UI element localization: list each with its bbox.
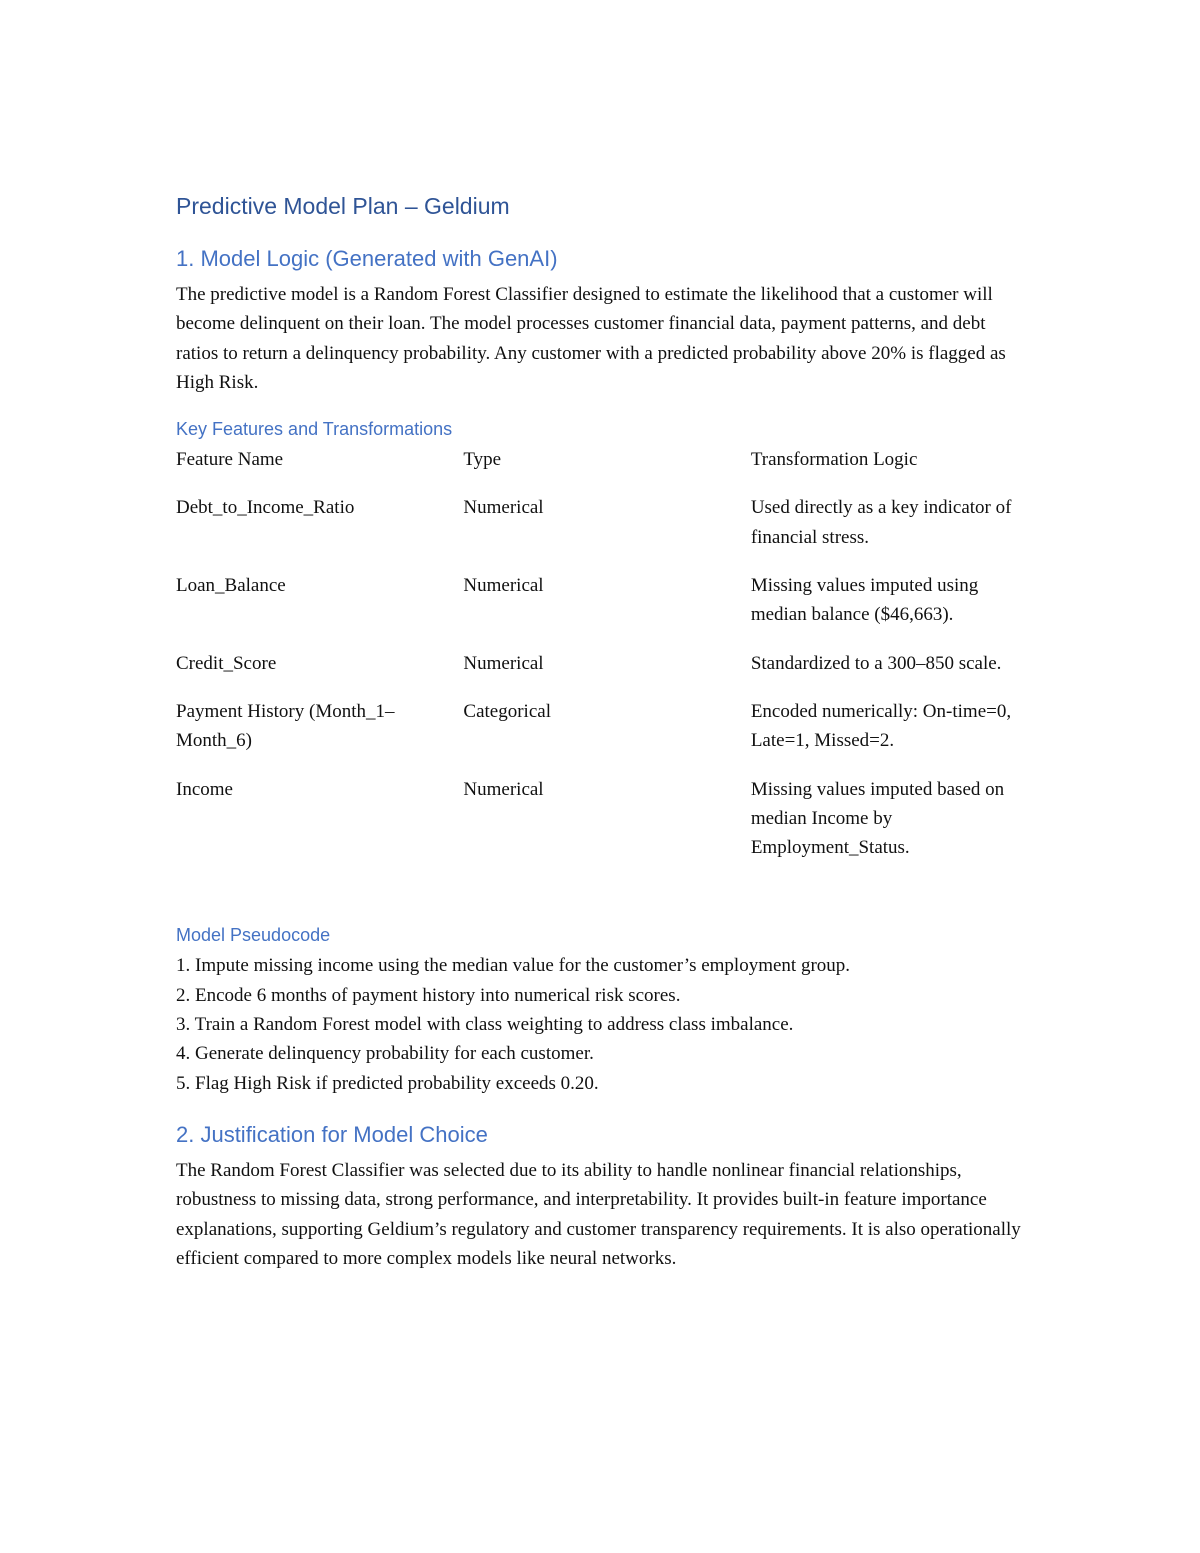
list-item: 1. Impute missing income using the median value for the customer’s employment group.	[176, 955, 851, 977]
table-row	[176, 571, 1026, 649]
table-header-row	[176, 445, 1026, 493]
transformation-logic-cell: Encoded numerically: On-time=0, Late=1, Missed=2.	[750, 700, 1012, 752]
table-row	[176, 775, 1026, 882]
feature-name-cell: Loan_Balance	[176, 575, 286, 597]
section-heading-model-logic: 1. Model Logic (Generated with GenAI)	[176, 246, 558, 271]
justification-paragraph: The Random Forest Classifier was selected due to its ability to handle nonlinear financial relationships, robustness to missing data, strong performance, and interpretability. It provides built-in feature importance explanations, supporting Geldium’s regulatory and customer transparency requirements. It is also operationally efficient compared to more complex models like neural networks.	[176, 1159, 1021, 1269]
feature-name-cell: Payment History (Month_1–Month_6)	[176, 700, 395, 752]
transformation-logic-cell: Used directly as a key indicator of financial stress.	[750, 497, 1012, 548]
list-item: 4. Generate delinquency probability for each customer.	[176, 1043, 594, 1065]
feature-type-cell: Numerical	[463, 497, 544, 519]
document-page	[176, 188, 1026, 1291]
section-heading-justification: 2. Justification for Model Choice	[176, 1121, 488, 1147]
column-header-type: Type	[463, 449, 502, 471]
column-header-transformation-logic: Transformation Logic	[750, 449, 918, 471]
table-row	[176, 649, 1026, 697]
feature-type-cell: Numerical	[463, 652, 544, 674]
transformation-logic-cell: Missing values imputed using median balance ($46,663).	[750, 575, 979, 626]
feature-type-cell: Numerical	[463, 778, 544, 800]
pseudocode-heading: Model Pseudocode	[176, 925, 331, 946]
feature-name-cell: Credit_Score	[176, 652, 277, 674]
feature-name-cell: Debt_to_Income_Ratio	[176, 497, 355, 519]
model-logic-paragraph: The predictive model is a Random Forest Classifier designed to estimate the likelihood that a customer will become delinquent on their loan. The model processes customer financial data, payment patterns, and debt ratios to return a delinquency probability. Any customer with a predicted probability above 20% is flagged as High Risk.	[176, 284, 1006, 393]
table-row	[176, 493, 1026, 571]
transformation-logic-cell: Missing values imputed based on median Income by Employment_Status.	[750, 778, 1005, 859]
feature-type-cell: Numerical	[463, 575, 544, 597]
features-table	[176, 445, 1026, 881]
pseudocode-list	[176, 951, 1026, 1097]
transformation-logic-cell: Standardized to a 300–850 scale.	[750, 652, 1002, 674]
document-title: Predictive Model Plan – Geldium	[176, 193, 510, 219]
table-row	[176, 697, 1026, 775]
column-header-feature-name: Feature Name	[176, 449, 284, 471]
feature-name-cell: Income	[176, 778, 233, 800]
list-item: 2. Encode 6 months of payment history into numerical risk scores.	[176, 984, 681, 1006]
list-item: 5. Flag High Risk if predicted probability exceeds 0.20.	[176, 1072, 599, 1094]
list-item: 3. Train a Random Forest model with class weighting to address class imbalance.	[176, 1014, 794, 1036]
features-heading: Key Features and Transformations	[176, 419, 453, 440]
feature-type-cell: Categorical	[463, 700, 551, 722]
